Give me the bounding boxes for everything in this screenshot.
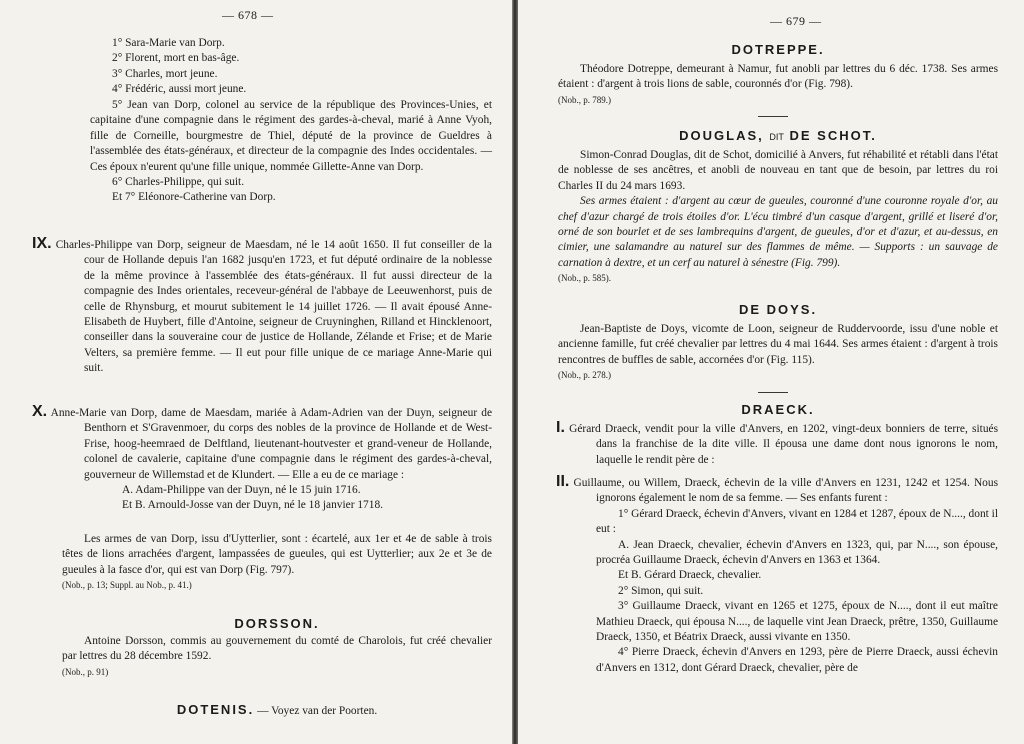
child-item: 3° Charles, mort jeune. <box>112 67 218 80</box>
draeck-heading: DRAECK. <box>741 402 815 417</box>
doys-heading: DE DOYS. <box>738 302 818 317</box>
child-item-5: 5° Jean van Dorp, colonel au service de la république des Provinces-Unies, et capitaine d'une compagnie dans le régiment des gardes-à-cheval, marié à Anne Vyoh, fille de Corneille, bourgmestre de Thiel, député de la province de Gueldres à l'assemblée des états-généraux, et directeur de la compagnie des Indes occidentales. — Ces époux n'eurent qu'une fille unique, nommée Gillette-Anne van Dorp. 6° Charles-Philippe, qui suit. Et 7° Eléonore-Catherine van Dorp. <box>90 98 492 206</box>
generation-i-text: Gérard Draeck, vendit pour la ville d'Anvers, en 1202, vingt-deux bonniers de terre, situés dans la franchise de la dite ville. Il épousa une dame dont nous ignorons le nom, laquelle le rendit père de : <box>569 423 998 466</box>
child-item-6: 6° Charles-Philippe, qui suit. <box>112 176 245 189</box>
children-list <box>112 36 492 98</box>
ii-child-1: 1° Gérard Draeck, échevin d'Anvers, vivant en 1284 et 1287, époux de N...., dont il eut : <box>596 507 998 536</box>
roman-numeral-x: X. <box>32 403 48 420</box>
van-dorp-arms <box>62 532 492 594</box>
x-child-a: A. Adam-Philippe van der Duyn, né le 15 juin 1716. <box>122 484 361 497</box>
roman-numeral-ix: IX. <box>32 235 52 252</box>
ii-child-4: 4° Pierre Draeck, échevin d'Anvers en 1293, père de Pierre Draeck, aussi échevin d'Anvers en 1312, dont Gérard Draeck, chevalier, père de <box>596 646 998 674</box>
arms-text: Les armes de van Dorp, issu d'Uytterlier, sont : écartelé, aux 1er et 4e de sable à trois têtes de lions arrachées d'argent, lampassées de gueules, qui est Uytterlier; aux 2e et 3e de gueules à la fasce d'or, qui est van Dorp (Fig. 797). <box>62 533 492 576</box>
dotenis-text: — Voyez van der Poorten. <box>257 705 378 717</box>
doys-reference: (Nob., p. 278.) <box>558 370 611 381</box>
generation-ix-text: Charles-Philippe van Dorp, seigneur de Maesdam, né le 14 août 1650. Il fut conseiller de la cour de Hollande depuis l'an 1682 jusqu'en 1723, et fut député ordinaire de la noblesse de la même province à l'assemblée des états-généraux. Il fut aussi directeur de la compagnie des Indes orientales, receveur-général de l'abbaye de Leeuwenhorst, puis de celle de Rhynsburg, et mourut subitement le 14 juillet 1726. — Il avait épousé Anne-Elisabeth de Huybert, fille d'Antoine, seigneur de Cruyninghen, Rilland et Hincklenoort, conseiller dans la souveraine cour de justice de Hollande, Zélande et Frise; et de Marie Velters, sa première femme. — Il eut pour fille unique de ce mariage Anne-Marie qui suit. <box>55 239 492 375</box>
child-item-7: Et 7° Eléonore-Catherine van Dorp. <box>112 191 276 204</box>
section-divider <box>758 392 788 393</box>
dotenis-heading: DOTENIS. <box>176 702 255 717</box>
dotreppe-text: Théodore Dotreppe, demeurant à Namur, fut anobli par lettres du 6 déc. 1738. Ses armes étaient : d'argent à trois lions de sable, couronnés d'or (Fig. 798). <box>558 63 998 91</box>
dorsson-heading: DORSSON. <box>234 616 320 631</box>
dorsson-entry <box>62 634 492 680</box>
dorsson-text: Antoine Dorsson, commis au gouvernement du comté de Charolois, fut créé chevalier par lettres du 28 décembre 1592. <box>62 635 492 663</box>
generation-i <box>556 420 998 468</box>
generation-ix <box>32 236 492 377</box>
generation-ii-text: Guillaume, ou Willem, Draeck, échevin de la ville d'Anvers en 1231, 1242 et 1254. Nous ignorons également le nom de sa femme. — Ses enfants furent : <box>573 477 998 505</box>
child-item: 4° Frédéric, aussi mort jeune. <box>112 83 247 96</box>
douglas-text: Simon-Conrad Douglas, dit de Schot, domicilié à Anvers, fut réhabilité et rétabli dans l'état de noblesse de ses ancêtres, et anobli de nouveau en tant que de besoin, par lettres du roi Charles II du 24 mars 1693. <box>558 149 998 192</box>
dotreppe-heading: DOTREPPE. <box>731 42 825 57</box>
ii-child-1b: Et B. Gérard Draeck, chevalier. <box>618 569 762 582</box>
doys-text: Jean-Baptiste de Doys, vicomte de Loon, seigneur de Ruddervoorde, issu d'une noble et ancienne famille, fut créé chevalier par lettres du 4 mai 1644. Ses armes étaient : d'argent à trois rencontres de buffles de sable, accornées d'or (Fig. 115). <box>558 323 998 366</box>
page-number-left: — 678 — <box>222 8 274 22</box>
dotreppe-reference: (Nob., p. 789.) <box>558 94 611 105</box>
section-divider <box>758 116 788 117</box>
ii-child-3: 3° Guillaume Draeck, vivant en 1265 et 1275, époux de N...., dont il eut maître Mathieu Draeck, qui épousa N...., de laquelle vint Jean Draeck, prêtre, 1350, Guillaume Draeck, 1350, et Béatrix Draeck, aussi vivante en 1350. <box>596 600 998 644</box>
roman-numeral-i: I. <box>556 419 565 436</box>
generation-ii <box>556 474 998 676</box>
child-item: 2° Florent, mort en bas-âge. <box>112 52 240 65</box>
dotenis-entry <box>62 702 492 717</box>
dotreppe-entry <box>558 62 998 108</box>
doys-entry <box>558 322 998 384</box>
ii-child-2: 2° Simon, qui suit. <box>618 584 704 597</box>
douglas-entry <box>558 148 998 287</box>
douglas-reference: (Nob., p. 585). <box>558 273 611 284</box>
generation-x-text: Anne-Marie van Dorp, dame de Maesdam, mariée à Adam-Adrien van der Duyn, seigneur de Benthorn et S'Gravenmoer, du corps des nobles de la province de Hollande et de West-Frise, hoog-heemraed de Delftland, lieutenant-houtvester et grand-veneur de Hollande, colonel de cavalerie, capitaine d'une compagnie dans le régiment des gardes-à-cheval, gouverneur de Willemstad et de Klundert. — Elle a eu de ce mariage : <box>50 407 492 481</box>
douglas-arms: Ses armes étaient : d'argent au cœur de gueules, couronné d'une couronne royale d'or, au chef d'azur chargé de trois étoiles d'or. L'écu timbré d'un casque d'argent, grillé et liseré d'or, orné de son bourlet et de ses lambrequins d'argent, de gueules, d'or et d'azur, et au-dessus, en cimier, une salamandre au naturel sur des flammes de même. — Supports : un sauvage de carnation à dextre, et un cerf au naturel à sénestre (Fig. 799). <box>558 195 998 269</box>
page-number-right: — 679 — <box>770 14 822 28</box>
arms-reference: (Nob., p. 13; Suppl. au Nob., p. 41.) <box>62 580 192 591</box>
douglas-heading: DOUGLAS, DIT DE SCHOT. <box>679 128 877 143</box>
ii-child-1a: A. Jean Draeck, chevalier, échevin d'Anvers en 1323, qui, par N...., son épouse, procréa Guillaume Draeck, échevin d'Anvers en 1363 et 1364. <box>596 538 998 567</box>
right-page <box>518 0 1024 744</box>
generation-x <box>32 404 492 514</box>
roman-numeral-ii: II. <box>556 473 570 490</box>
x-child-b: Et B. Arnould-Josse van der Duyn, né le 18 janvier 1718. <box>122 499 383 512</box>
dorsson-reference: (Nob., p. 91) <box>62 666 109 677</box>
child-item: 1° Sara-Marie van Dorp. <box>112 37 225 49</box>
